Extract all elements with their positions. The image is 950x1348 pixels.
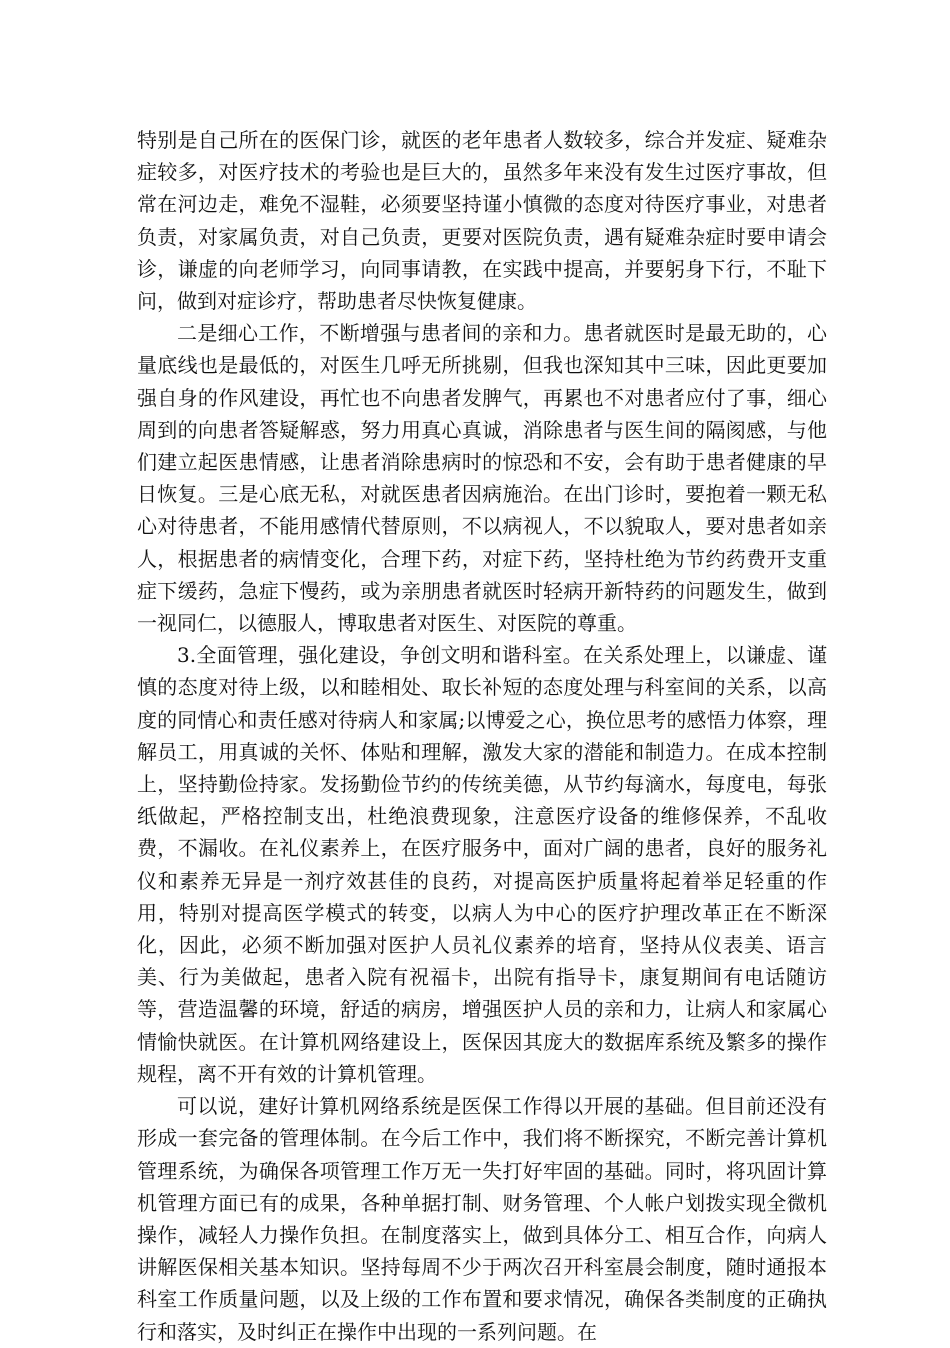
paragraph-computer-network: 可以说，建好计算机网络系统是医保工作得以开展的基础。但目前还没有形成一套完备的管理体制。在今后工作中，我们将不断探究，不断完善计算机管理系统，为确保各项管理工作万无一失打好牢固的基础。同时，将巩固计算机管理方面已有的成果，各种单据打制、财务管理、个人帐户划拨实现全微机操作，减轻人力操作负担。在制度落实上，做到具体分工、相互合作，向病人讲解医保相关基本知识。坚持每周不少于两次召开科室晨会制度，随时通报本科室工作质量问题，以及上级的工作布置和要求情况，确保各类制度的正确执行和落实，及时纠正在操作中出现的一系列问题。在 [137,1094,827,1344]
paragraph-comprehensive-management: 3.全面管理，强化建设，争创文明和谐科室。在关系处理上，以谦虚、谨慎的态度对待上级，以和睦相处、取长补短的态度处理与科室间的关系，以高度的同情心和责任感对待病人和家属;以博爱之心，换位思考的感悟力体察，理解员工，用真诚的关怀、体贴和理解，激发大家的潜能和制造力。在成本控制上，坚持勤俭持家。发扬勤俭节约的传统美德，从节约每滴水，每度电，每张纸做起，严格控制支出，杜绝浪费现象，注意医疗设备的维修保养，不乱收费，不漏收。在礼仪素养上，在医疗服务中，面对广阔的患者，良好的服务礼仪和素养无异是一剂疗效甚佳的良药，对提高医护质量将起着举足轻重的作用，特别对提高医学模式的转变，以病人为中心的医疗护理改革正在不断深化，因此，必须不断加强对医护人员礼仪素养的培育，坚持从仪表美、语言美、行为美做起，患者入院有祝福卡，出院有指导卡，康复期间有电话随访等，营造温馨的环境，舒适的病房，增强医护人员的亲和力，让病人和家属心情愉快就医。在计算机网络建设上，医保因其庞大的数据库系统及繁多的操作规程，离不开有效的计算机管理。 [137,643,827,1086]
document-page [137,124,827,1348]
paragraph-continuation: 特别是自己所在的医保门诊，就医的老年患者人数较多，综合并发症、疑难杂症较多，对医疗技术的考验也是巨大的，虽然多年来没有发生过医疗事故，但常在河边走，难免不湿鞋，必须要坚持谨小慎微的态度对待医疗事业，对患者负责，对家属负责，对自己负责，更要对医院负责，遇有疑难杂症时要申请会诊，谦虚的向老师学习，向同事请教，在实践中提高，并要躬身下行，不耻下问，做到对症诊疗，帮助患者尽快恢复健康。 [137,128,827,314]
paragraph-careful-work: 二是细心工作，不断增强与患者间的亲和力。患者就医时是最无助的，心量底线也是最低的，对医生几呼无所挑剔，但我也深知其中三味，因此更要加强自身的作风建设，再忙也不向患者发脾气，再累也不对患者应付了事，细心周到的向患者答疑解惑，努力用真心真诚，消除患者与医生间的隔阂感，与他们建立起医患情感，让患者消除患病时的惊恐和不安，会有助于患者健康的早日恢复。三是心底无私，对就医患者因病施治。在出门诊时，要抱着一颗无私心对待患者，不能用感情代替原则，不以病视人，不以貌取人，要对患者如亲人，根据患者的病情变化，合理下药，对症下药，坚持杜绝为节约药费开支重症下缓药，急症下慢药，或为亲朋患者就医时轻病开新特药的问题发生，做到一视同仁，以德服人，博取患者对医生、对医院的尊重。 [137,321,827,636]
